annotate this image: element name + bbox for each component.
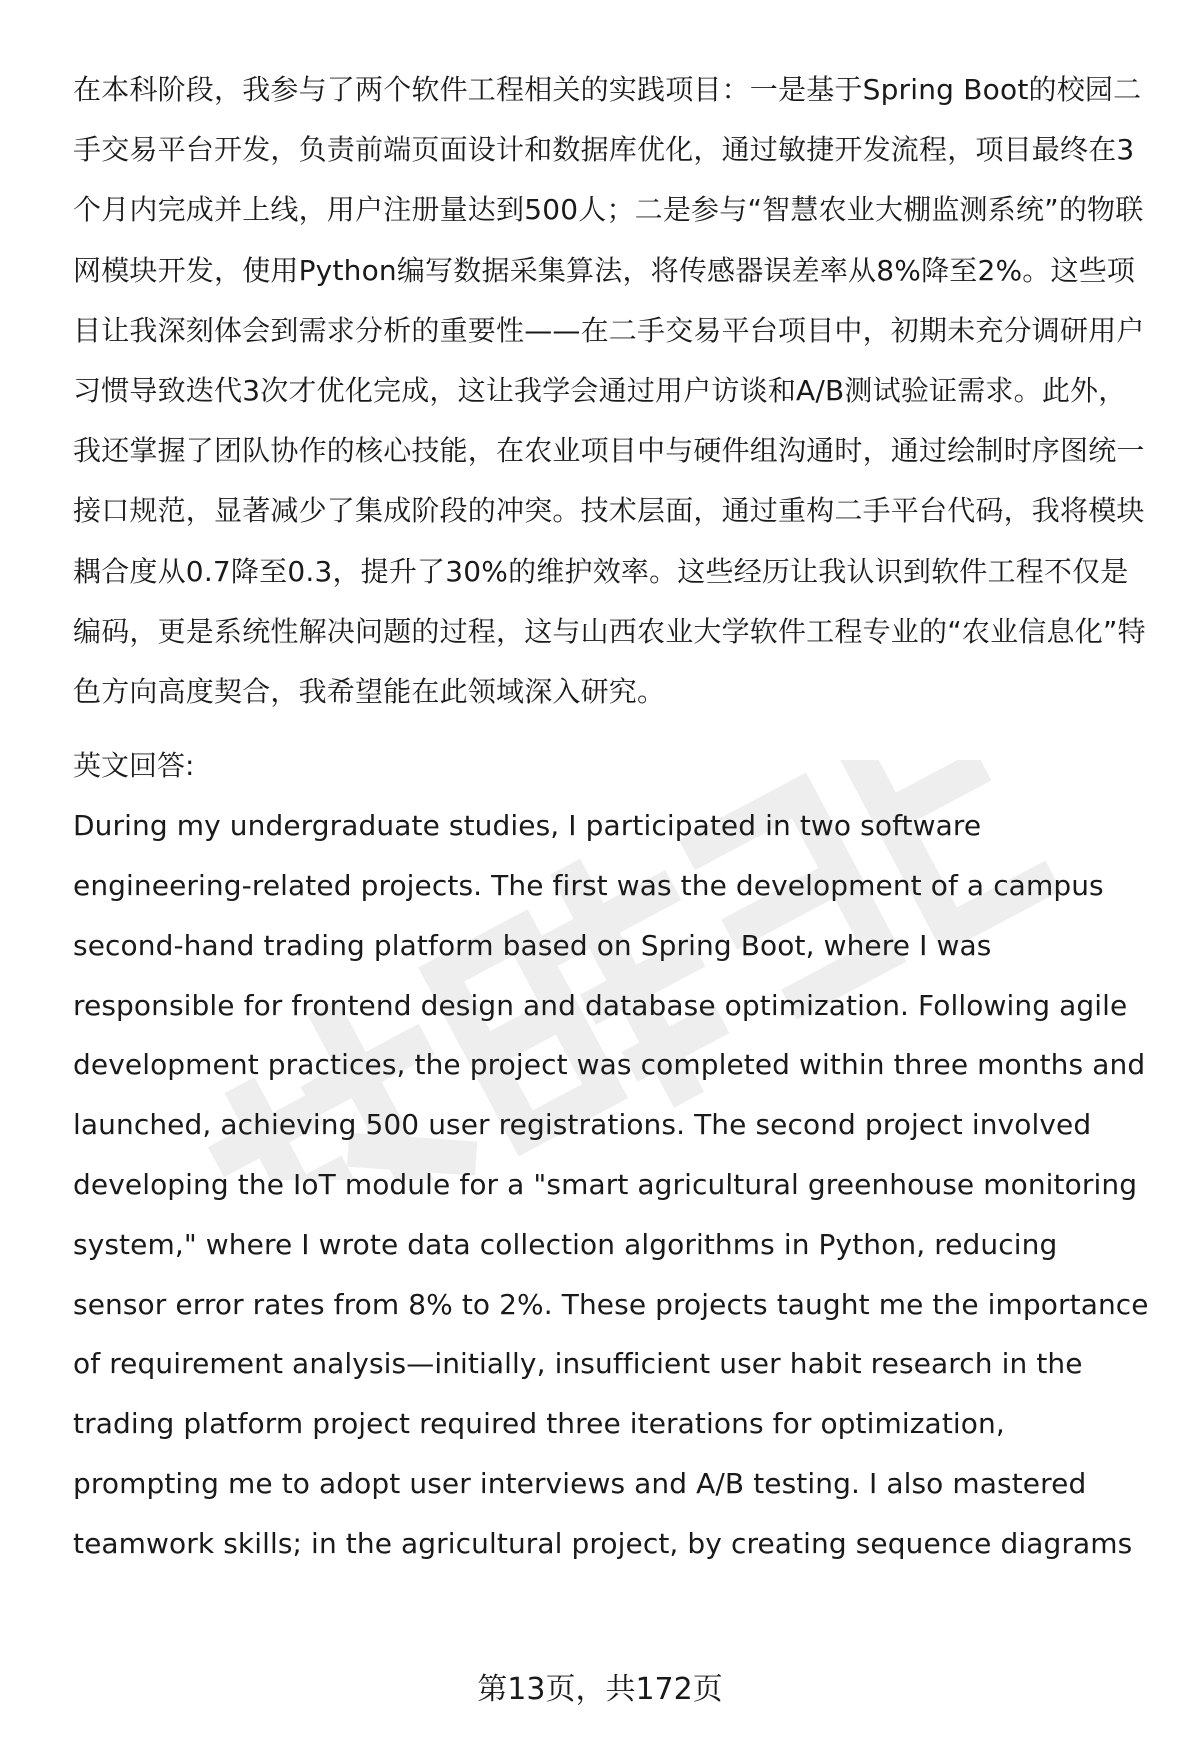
english-answer-label: 英文回答:	[73, 749, 195, 783]
document-body	[73, 60, 1153, 1574]
english-answer-paragraph: During my undergraduate studies, I participated in two software engineering-related projects. The first was the development of a campus second-hand trading platform based on Spring Boot, where I was responsible for frontend design and database optimization. Following agile development practices, the project was completed within three months and launched, achieving 500 user registrations. The second project involved developing the IoT module for a "smart agricultural greenhouse monitoring system," where I wrote data collection algorithms in Python, reducing sensor error rates from 8% to 2%. These projects taught me the importance of requirement analysis—initially, insufficient user habit research in the trading platform project required three iterations for optimization, prompting me to adopt user interviews and A/B testing. I also mastered teamwork skills; in the agricultural project, by creating sequence diagrams	[73, 809, 1149, 1560]
page-number-footer: 第13页，共172页	[477, 1672, 723, 1707]
chinese-answer-paragraph: 在本科阶段，我参与了两个软件工程相关的实践项目：一是基于Spring Boot的校园二手交易平台开发，负责前端页面设计和数据库优化，通过敏捷开发流程，项目最终在3个月内完成并上线，用户注册量达到500人；二是参与“智慧农业大棚监测系统”的物联网模块开发，使用Python编写数据采集算法，将传感器误差率从8%降至2%。这些项目让我深刻体会到需求分析的重要性——在二手交易平台项目中，初期未充分调研用户习惯导致迭代3次才优化完成，这让我学会通过用户访谈和A/B测试验证需求。此外，我还掌握了团队协作的核心技能，在农业项目中与硬件组沟通时，通过绘制时序图统一接口规范，显著减少了集成阶段的冲突。技术层面，通过重构二手平台代码，我将模块耦合度从0.7降至0.3，提升了30%的维护效率。这些经历让我认识到软件工程不仅是编码，更是系统性解决问题的过程，这与山西农业大学软件工程专业的“农业信息化”特色方向高度契合，我希望能在此领域深入研究。	[73, 73, 1146, 709]
